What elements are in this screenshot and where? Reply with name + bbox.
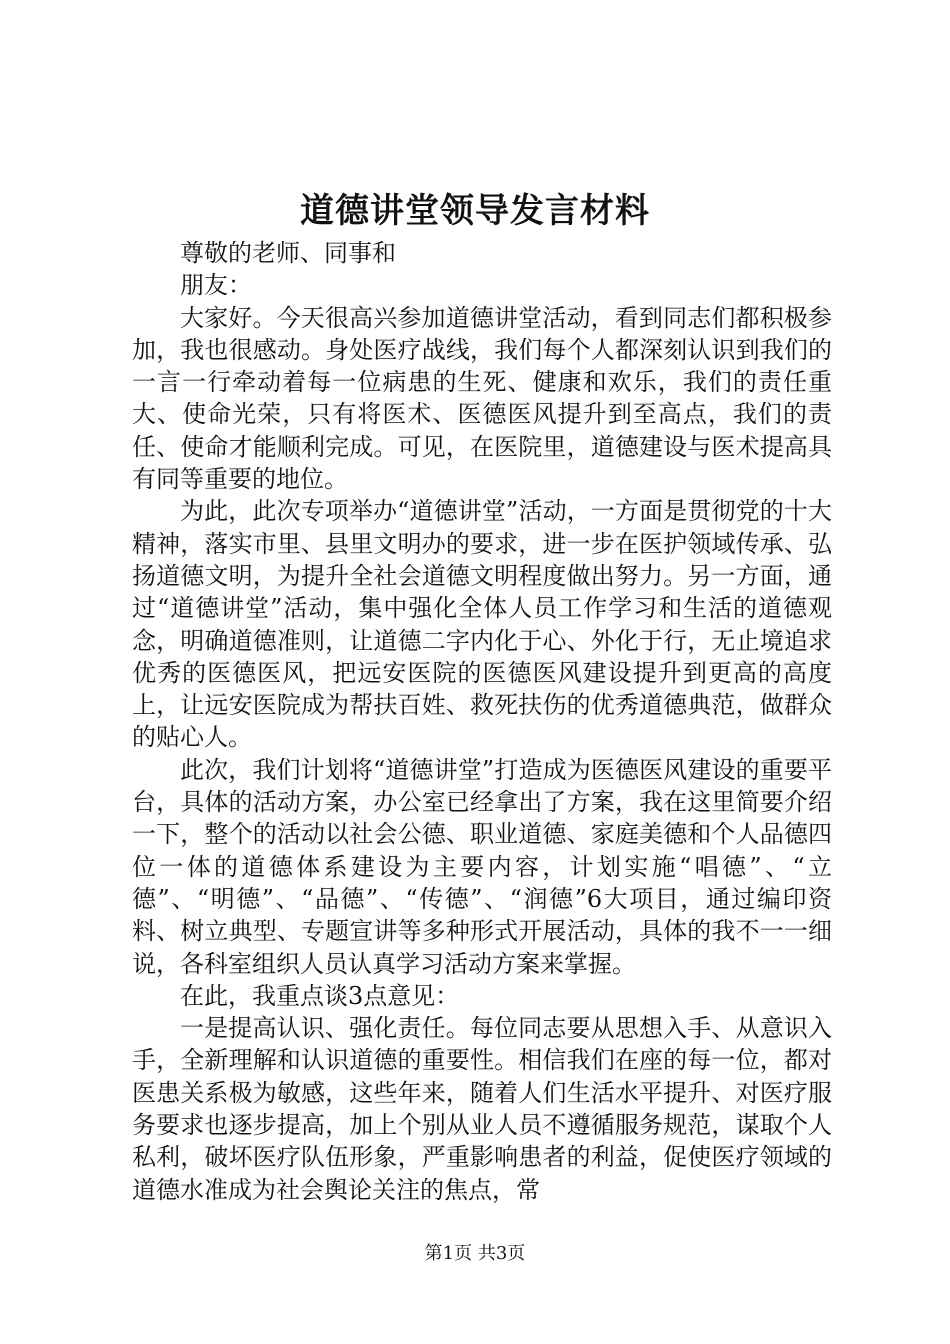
paragraph-point-one: 一是提高认识、强化责任。每位同志要从思想入手、从意识入手，全新理解和认识道德的重要性。相信我们在座的每一位，都对医患关系极为敏感，这些年来，随着人们生活水平提升、对医疗服务要求也逐步提高，加上个别从业人员不遵循服务规范，谋取个人私利，破坏医疗队伍形象，严重影响患者的利益，促使医疗领域的道德水准成为社会舆论关注的焦点，常 (132, 1014, 832, 1204)
salutation-line-1: 尊敬的老师、同事和 (180, 239, 396, 267)
paragraph-purpose: 为此，此次专项举办“道德讲堂”活动，一方面是贯彻党的十大精神，落实市里、县里文明办的要求，进一步在医护领域传承、弘扬道德文明，为提升全社会道德文明程度做出努力。另一方面，通过“道德讲堂”活动，集中强化全体人员工作学习和生活的道德观念，明确道德准则，让道德二字内化于心、外化于行，无止境追求优秀的医德医风，把远安医院的医德医风建设提升到更高的高度上，让远安医院成为帮扶百姓、救死扶伤的优秀道德典范，做群众的贴心人。 (132, 497, 832, 752)
paragraph-greeting: 大家好。今天很高兴参加道德讲堂活动，看到同志们都积极参加，我也很感动。身处医疗战线，我们每个人都深刻认识到我们的一言一行牵动着每一位病患的生死、健康和欢乐，我们的责任重大、使命光荣，只有将医术、医德医风提升到至高点，我们的责任、使命才能顺利完成。可见，在医院里，道德建设与医术提高具有同等重要的地位。 (132, 303, 832, 494)
paragraph-plan: 此次，我们计划将“道德讲堂”打造成为医德医风建设的重要平台，具体的活动方案，办公室已经拿出了方案，我在这里简要介绍一下，整个的活动以社会公德、职业道德、家庭美德和个人品德四位一体的道德体系建设为主要内容，计划实施“唱德”、“立德”、“明德”、“品德”、“传德”、“润德”6大项目，通过编印资料、树立典型、专题宣讲等多种形式开展活动，具体的我不一一细说，各科室组织人员认真学习活动方案来掌握。 (132, 755, 832, 978)
document-title: 道德讲堂领导发言材料 (300, 191, 650, 231)
paragraph-points-intro: 在此，我重点谈3点意见： (180, 981, 460, 1010)
salutation-line-2: 朋友： (180, 271, 252, 300)
document-body (132, 237, 832, 1206)
page-number-footer: 第1页 共3页 (424, 1243, 526, 1264)
